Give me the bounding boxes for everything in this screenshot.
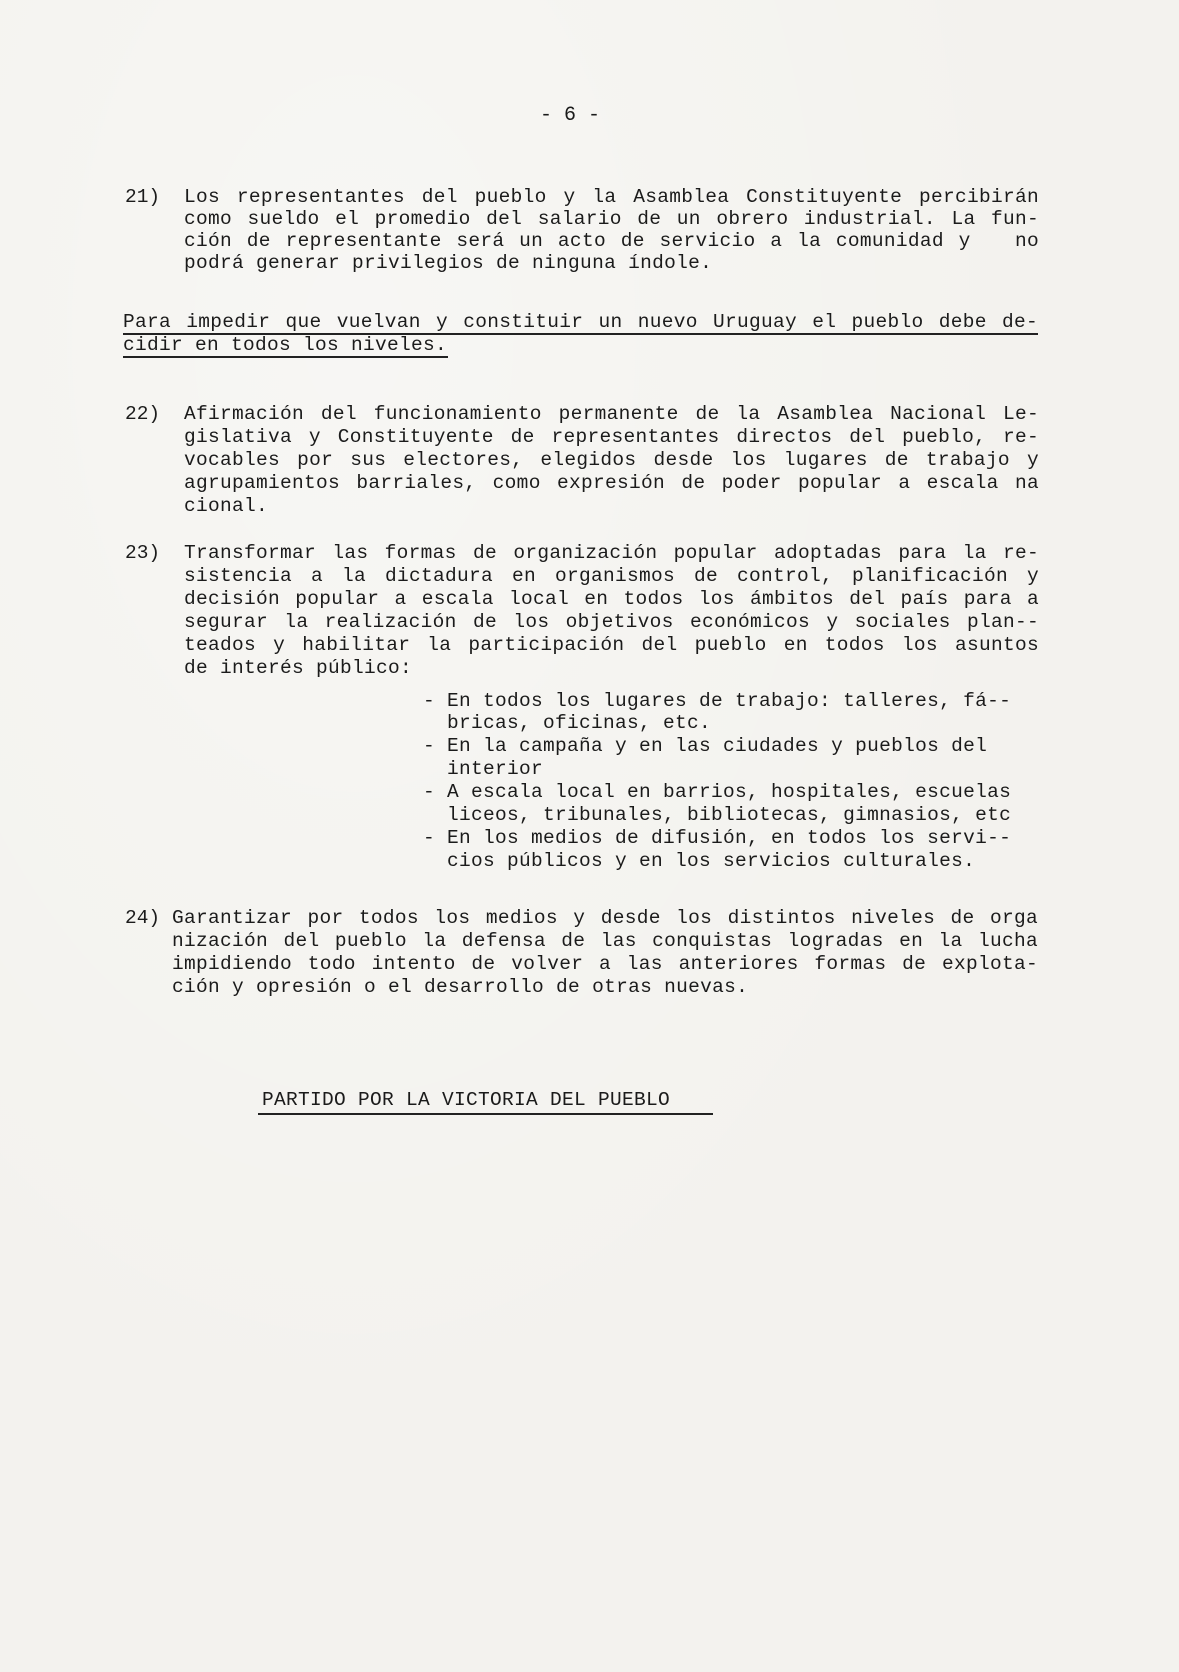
item-24-line-3: impidiendo todo intento de volver a las anteriores formas de explota- [172,953,1038,975]
page-number: - 6 - [540,104,601,127]
item-21-line-2: como sueldo el promedio del salario de un obrero industrial. La fun- [184,208,1039,230]
item-21-number: 21) [125,186,161,208]
item-23-bullet-3-cont: liceos, tribunales, bibliotecas, gimnasios, etc [423,804,1012,826]
section-heading-line-2: cidir en todos los niveles. [123,334,448,356]
item-23-bullet-1: - En todos los lugares de trabajo: talleres, fá-- [423,690,1012,712]
section-heading-underline-2 [123,356,448,358]
item-24-number: 24) [125,907,161,929]
item-23-bullet-2-cont: interior [423,758,544,780]
item-23-number: 23) [125,542,161,564]
item-22-number: 22) [125,403,161,425]
item-21-line-1: Los representantes del pueblo y la Asamblea Constituyente percibirán [184,186,1039,208]
item-23-bullet-3: - A escala local en barrios, hospitales, escuelas [423,781,1012,803]
item-23-bullet-2: - En la campaña y en las ciudades y pueblos del [423,735,988,757]
section-heading-line-1: Para impedir que vuelvan y constituir un nuevo Uruguay el pueblo debe de- [123,311,1038,333]
item-22-line-3: vocables por sus electores, elegidos desde los lugares de trabajo y [184,449,1039,471]
item-23-line-1: Transformar las formas de organización popular adoptadas para la re- [184,542,1039,564]
item-22-line-1: Afirmación del funcionamiento permanente de la Asamblea Nacional Le- [184,403,1039,425]
item-24-line-4: ción y opresión o el desarrollo de otras nuevas. [172,976,749,998]
item-24-line-1: Garantizar por todos los medios y desde los distintos niveles de orga [172,907,1038,929]
item-21-line-3: ción de representante será un acto de servicio a la comunidad y no [184,230,1039,252]
signature-party-name: PARTIDO POR LA VICTORIA DEL PUEBLO [262,1089,671,1111]
item-22-line-4: agrupamientos barriales, como expresión de poder popular a escala na [184,472,1039,494]
item-23-bullet-4: - En los medios de difusión, en todos los servi-- [423,827,1012,849]
item-23-line-3: decisión popular a escala local en todos los ámbitos del país para a [184,588,1039,610]
item-23-line-4: segurar la realización de los objetivos económicos y sociales plan-- [184,611,1039,633]
item-22-line-5: cional. [184,495,269,517]
item-21-line-4: podrá generar privilegios de ninguna índole. [184,252,713,274]
item-24-line-2: nización del pueblo la defensa de las conquistas logradas en la lucha [172,930,1038,952]
item-23-line-2: sistencia a la dictadura en organismos de control, planificación y [184,565,1039,587]
item-23-bullet-1-cont: bricas, oficinas, etc. [423,712,712,734]
item-22-line-2: gislativa y Constituyente de representantes directos del pueblo, re- [184,426,1039,448]
item-23-line-6: de interés público: [184,657,413,679]
item-23-line-5: teados y habilitar la participación del pueblo en todos los asuntos [184,634,1039,656]
item-23-bullet-4-cont: cios públicos y en los servicios culturales. [423,850,976,872]
signature-underline [258,1113,713,1115]
